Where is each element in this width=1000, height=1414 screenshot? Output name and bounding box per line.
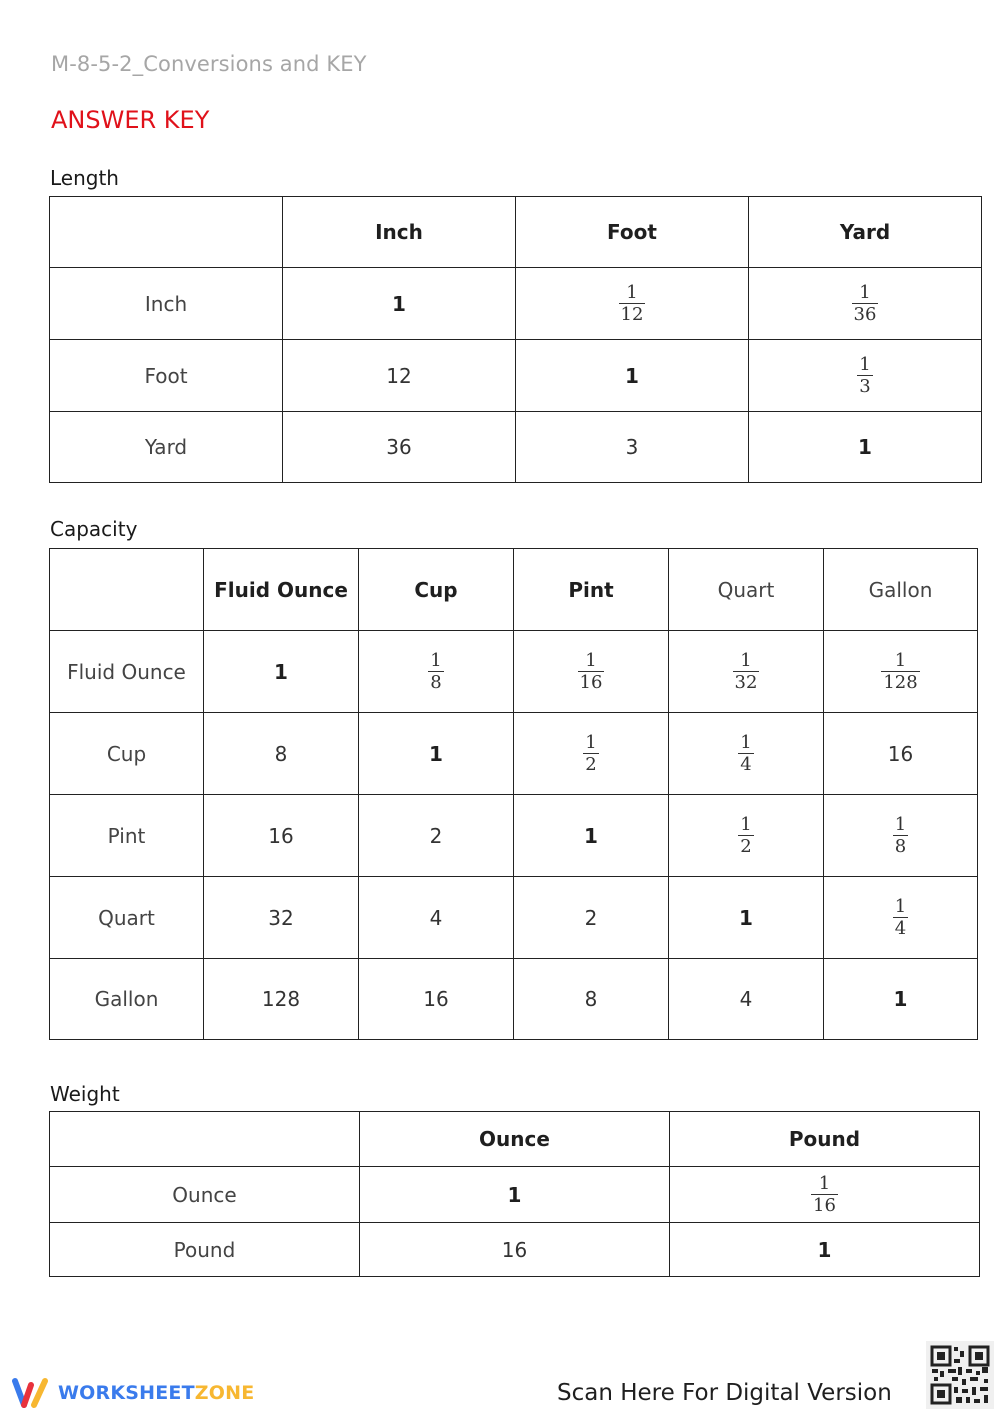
header-pound: Pound bbox=[670, 1112, 980, 1167]
table-row bbox=[50, 1167, 980, 1223]
cell: 2 bbox=[359, 795, 514, 877]
header-cell-empty bbox=[50, 1112, 360, 1167]
cell: 1 bbox=[824, 959, 978, 1040]
row-label-pound: Pound bbox=[50, 1223, 360, 1277]
row-label-foot: Foot bbox=[50, 340, 283, 412]
cell bbox=[669, 795, 824, 877]
cell: 12 bbox=[283, 340, 516, 412]
cell: 36 bbox=[283, 412, 516, 483]
row-label-cup: Cup bbox=[50, 713, 204, 795]
row-label-gallon: Gallon bbox=[50, 959, 204, 1040]
cell: 4 bbox=[669, 959, 824, 1040]
cell: 16 bbox=[360, 1223, 670, 1277]
fraction: $\frac{1}{3}$ bbox=[859, 353, 871, 398]
table-row bbox=[50, 340, 982, 412]
header-gallon: Gallon bbox=[824, 549, 978, 631]
qr-code-icon[interactable] bbox=[926, 1341, 994, 1409]
header-ounce: Ounce bbox=[360, 1112, 670, 1167]
header-yard: Yard bbox=[749, 197, 982, 268]
cell bbox=[824, 631, 978, 713]
cell: 1 bbox=[670, 1223, 980, 1277]
table-row bbox=[50, 959, 978, 1040]
row-label-yard: Yard bbox=[50, 412, 283, 483]
cell bbox=[670, 1167, 980, 1223]
length-table bbox=[49, 196, 982, 483]
logo-text: WORKSHEETZONE bbox=[58, 1382, 255, 1404]
cell: 32 bbox=[204, 877, 359, 959]
fraction: $\frac{1}{4}$ bbox=[740, 731, 752, 776]
cell: 8 bbox=[204, 713, 359, 795]
document-id: M-8-5-2_Conversions and KEY bbox=[51, 52, 367, 76]
table-row bbox=[50, 412, 982, 483]
cell: 16 bbox=[204, 795, 359, 877]
row-label-quart: Quart bbox=[50, 877, 204, 959]
cell: 1 bbox=[204, 631, 359, 713]
cell: 128 bbox=[204, 959, 359, 1040]
cell: 4 bbox=[359, 877, 514, 959]
cell: 16 bbox=[359, 959, 514, 1040]
cell: 3 bbox=[516, 412, 749, 483]
table-row bbox=[50, 1223, 980, 1277]
header-cell-empty bbox=[50, 197, 283, 268]
weight-title: Weight bbox=[50, 1082, 120, 1106]
row-label-pint: Pint bbox=[50, 795, 204, 877]
cell bbox=[749, 340, 982, 412]
fraction: $\frac{1}{36}$ bbox=[853, 281, 877, 326]
cell: 1 bbox=[514, 795, 669, 877]
cell bbox=[749, 268, 982, 340]
fraction: $\frac{1}{16}$ bbox=[579, 649, 603, 694]
header-pint: Pint bbox=[514, 549, 669, 631]
cell bbox=[514, 631, 669, 713]
header-cup: Cup bbox=[359, 549, 514, 631]
cell bbox=[516, 268, 749, 340]
cell: 16 bbox=[824, 713, 978, 795]
w-logo-icon bbox=[10, 1376, 50, 1410]
header-cell-empty bbox=[50, 549, 204, 631]
cell: 1 bbox=[360, 1167, 670, 1223]
cell: 1 bbox=[516, 340, 749, 412]
cell: 8 bbox=[514, 959, 669, 1040]
cell bbox=[669, 631, 824, 713]
row-label-ounce: Ounce bbox=[50, 1167, 360, 1223]
capacity-table bbox=[49, 548, 978, 1040]
fraction: $\frac{1}{32}$ bbox=[734, 649, 758, 694]
capacity-title: Capacity bbox=[50, 517, 138, 541]
cell: 1 bbox=[283, 268, 516, 340]
cell bbox=[514, 713, 669, 795]
header-fluid-ounce: Fluid Ounce bbox=[204, 549, 359, 631]
fraction: $\frac{1}{12}$ bbox=[620, 281, 644, 326]
fraction: $\frac{1}{8}$ bbox=[894, 813, 907, 858]
fraction: $\frac{1}{16}$ bbox=[813, 1172, 836, 1217]
cell: 1 bbox=[359, 713, 514, 795]
table-row bbox=[50, 795, 978, 877]
table-row bbox=[50, 268, 982, 340]
fraction: $\frac{1}{2}$ bbox=[585, 731, 597, 776]
header-foot: Foot bbox=[516, 197, 749, 268]
cell: 1 bbox=[749, 412, 982, 483]
answer-key-heading: ANSWER KEY bbox=[51, 106, 210, 134]
fraction: $\frac{1}{8}$ bbox=[430, 649, 442, 694]
table-row bbox=[50, 631, 978, 713]
header-inch: Inch bbox=[283, 197, 516, 268]
fraction: $\frac{1}{128}$ bbox=[883, 649, 918, 694]
cell: 2 bbox=[514, 877, 669, 959]
cell bbox=[824, 795, 978, 877]
cell bbox=[669, 713, 824, 795]
worksheetzone-logo[interactable] bbox=[10, 1376, 254, 1410]
cell bbox=[359, 631, 514, 713]
fraction: $\frac{1}{2}$ bbox=[740, 813, 752, 858]
cell: 1 bbox=[669, 877, 824, 959]
cell bbox=[824, 877, 978, 959]
fraction: $\frac{1}{4}$ bbox=[894, 895, 907, 940]
header-quart: Quart bbox=[669, 549, 824, 631]
table-row bbox=[50, 877, 978, 959]
length-title: Length bbox=[50, 166, 119, 190]
row-label-inch: Inch bbox=[50, 268, 283, 340]
table-row bbox=[50, 713, 978, 795]
scan-instruction: Scan Here For Digital Version bbox=[557, 1380, 892, 1406]
weight-table bbox=[49, 1111, 980, 1277]
row-label-fluid-ounce: Fluid Ounce bbox=[50, 631, 204, 713]
